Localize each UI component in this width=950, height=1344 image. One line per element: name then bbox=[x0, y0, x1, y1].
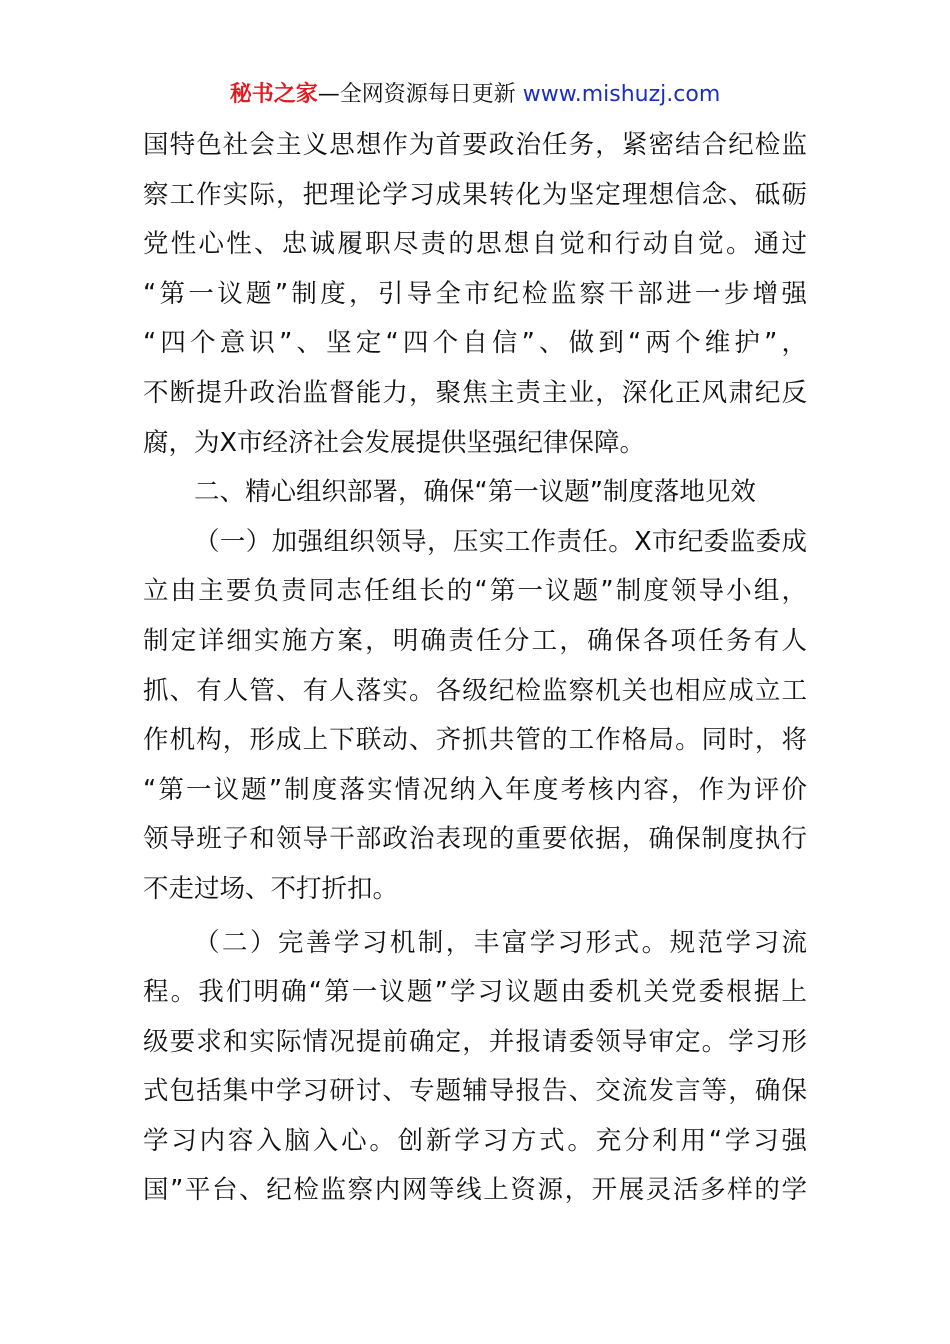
text-line: 作机构，形成上下联动、齐抓共管的工作格局。同时，将 bbox=[143, 725, 807, 756]
brand-name: 秘书之家 bbox=[229, 82, 318, 107]
text-line: 国”平台、纪检监察内网等线上资源，开展灵活多样的学 bbox=[143, 1175, 807, 1206]
text-line: 学习内容入脑入心。创新学习方式。充分利用“学习强 bbox=[143, 1125, 807, 1156]
text-line: 制定详细实施方案，明确责任分工，确保各项任务有人 bbox=[143, 625, 807, 656]
site-url: www.mishuzj.com bbox=[522, 82, 721, 107]
text-line: 立由主要负责同志任组长的“第一议题”制度领导小组， bbox=[143, 576, 807, 607]
text-line: “四个意识”、坚定“四个自信”、做到“两个维护”， bbox=[143, 328, 807, 359]
text-line: 不走过场、不打折扣。 bbox=[143, 873, 399, 904]
subsection-heading-line: （二）完善学习机制，丰富学习形式。规范学习流 bbox=[194, 927, 807, 958]
text-line: 腐，为X市经济社会发展提供坚强纪律保障。 bbox=[143, 427, 645, 458]
page-header bbox=[0, 78, 950, 112]
section-heading: 二、精心组织部署，确保“第一议题”制度落地见效 bbox=[194, 477, 756, 508]
text-line: 领导班子和领导干部政治表现的重要依据，确保制度执行 bbox=[143, 824, 807, 855]
subsection-heading-line: （一）加强组织领导，压实工作责任。X市纪委监委成 bbox=[194, 526, 807, 557]
document-body bbox=[143, 121, 807, 1216]
header-tagline: —全网资源每日更新 bbox=[317, 82, 516, 107]
text-line: 级要求和实际情况提前确定，并报请委领导审定。学习形 bbox=[143, 1026, 807, 1057]
text-line: 国特色社会主义思想作为首要政治任务，紧密结合纪检监 bbox=[143, 130, 807, 160]
text-line: “第一议题”制度落实情况纳入年度考核内容，作为评价 bbox=[143, 774, 807, 805]
text-line: 察工作实际，把理论学习成果转化为坚定理想信念、砥砺 bbox=[143, 179, 807, 210]
text-line: 程。我们明确“第一议题”学习议题由委机关党委根据上 bbox=[143, 977, 807, 1008]
text-line: 不断提升政治监督能力，聚焦主责主业，深化正风肃纪反 bbox=[143, 377, 807, 408]
text-line: 抓、有人管、有人落实。各级纪检监察机关也相应成立工 bbox=[143, 675, 807, 706]
text-line: 式包括集中学习研讨、专题辅导报告、交流发言等，确保 bbox=[143, 1076, 807, 1107]
text-line: 党性心性、忠诚履职尽责的思想自觉和行动自觉。通过 bbox=[143, 229, 807, 260]
text-line: “第一议题”制度，引导全市纪检监察干部进一步增强 bbox=[143, 278, 807, 309]
